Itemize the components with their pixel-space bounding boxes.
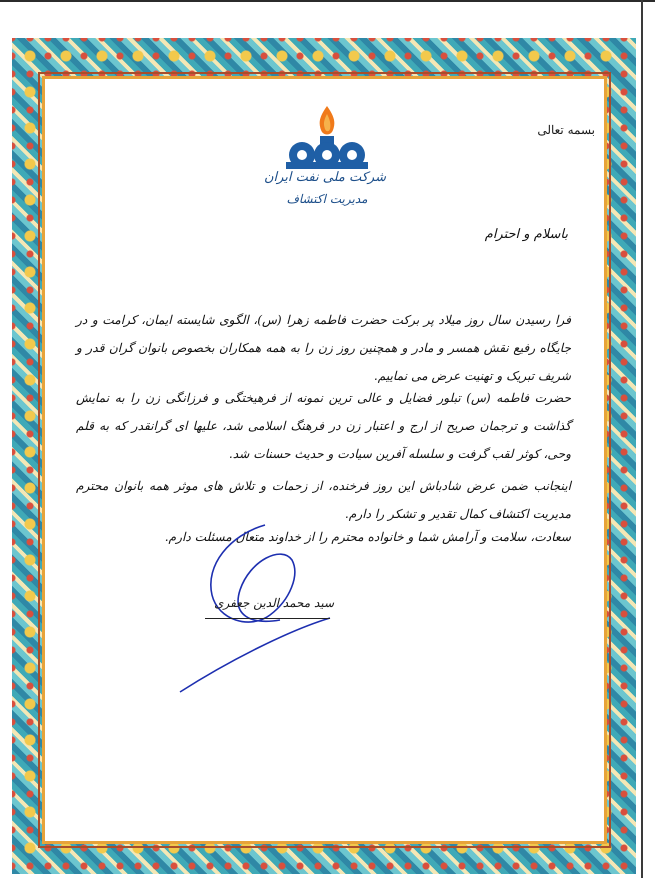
logo-department-name: مدیریت اکتشاف (286, 192, 368, 206)
signature-name: سید محمد الدین جعفری (214, 596, 334, 610)
letter-paragraph: اینجانب ضمن عرض شادباش این روز فرخنده، از زحمات و تلاش های موثر همه بانوان محترم مدیریت اکتشاف کمال تقدیر و تشکر را دارم. (76, 479, 571, 521)
letter-paragraph: فرا رسیدن سال روز میلاد پر برکت حضرت فاطمه زهرا (س)، الگوی شایسته ایمان، کرامت و در جایگاه رفیع نقش همسر و مادر و همچنین روز زن را به همه همکاران بخصوص بانوان گران قدر و شریف تبریک و تهنیت عرض می نماییم. (76, 313, 571, 383)
handwritten-signature-icon (170, 520, 350, 700)
letter-paragraph: حضرت فاطمه (س) تبلور فضایل و عالی ترین نمونه از فرهیختگی و فرزانگی زن را به نمایش گذاشت و ترجمان صریح از ارج و اعتبار زن در فرهنگ اسلامی شد، علیها ای گرانقدر که به قلم وحی، کوثر لقب گرفت و سلسله آفرین سیادت و حدیث حسنات شد. (76, 391, 571, 461)
letter-paragraph: سعادت، سلامت و آرامش شما و خانواده محترم را از خداوند متعال مسئلت دارم. (164, 530, 571, 544)
window-right-edge (641, 0, 643, 878)
logo-company-name: شرکت ملی نفت ایران (263, 170, 386, 185)
salutation-text: بسمه تعالی (537, 123, 595, 137)
company-logo (263, 100, 388, 235)
signature-underline (205, 618, 330, 619)
greeting-text: باسلام و احترام (484, 227, 568, 242)
company-emblem-icon (268, 100, 386, 175)
window-top-edge (0, 0, 655, 2)
